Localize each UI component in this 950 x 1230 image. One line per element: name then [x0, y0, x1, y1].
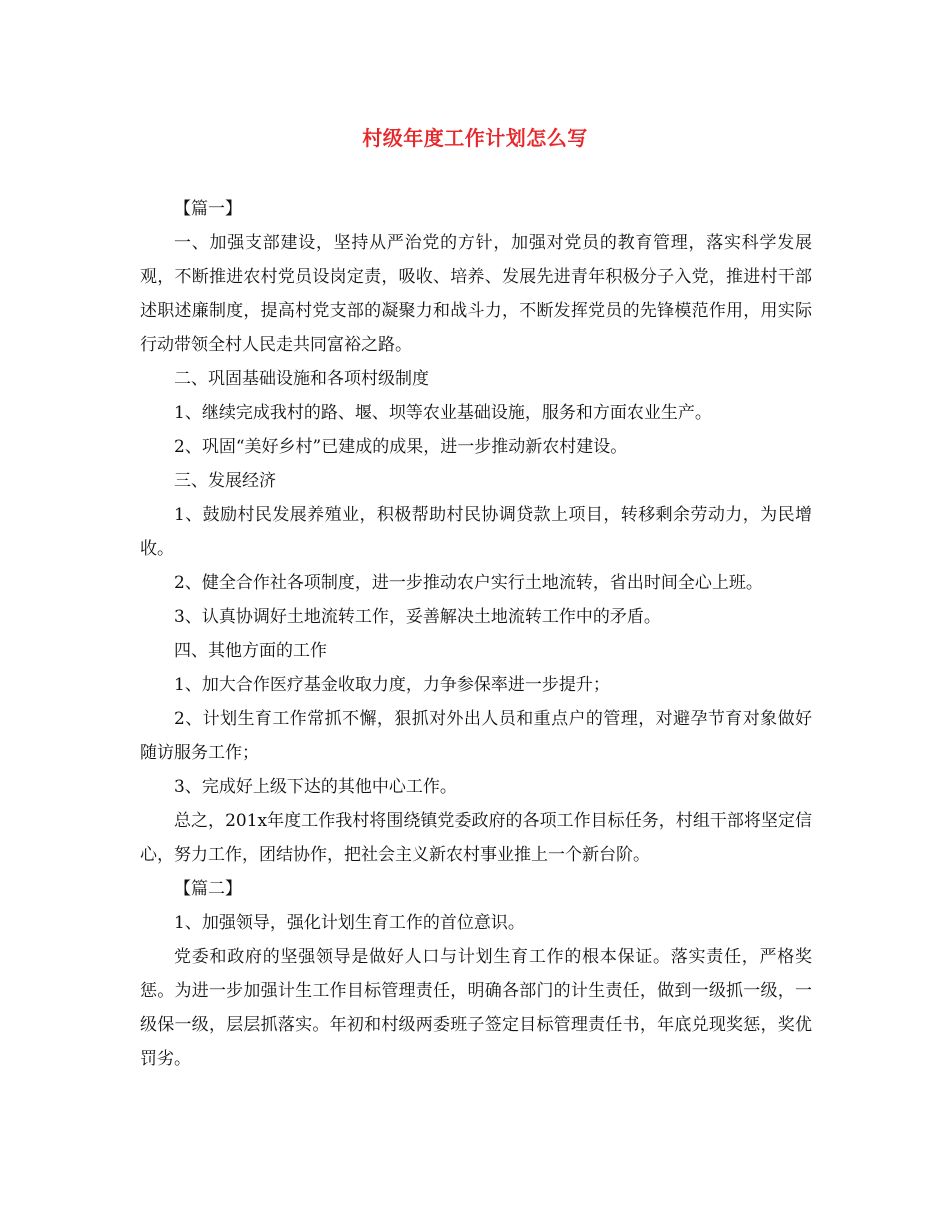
paragraph: 1、加强领导，强化计划生育工作的首位意识。: [174, 913, 525, 933]
paragraph: 三、发展经济: [174, 471, 276, 491]
document-body: [140, 192, 812, 1076]
section-heading-part-one: 【篇一】: [174, 199, 242, 219]
paragraph: 2、计划生育工作常抓不懈，狠抓对外出人员和重点户的管理，对避孕节育对象做好随访服务工作；: [140, 709, 812, 763]
paragraph: 1、加大合作医疗基金收取力度，力争参保率进一步提升；: [174, 675, 610, 695]
paragraph: 2、健全合作社各项制度，进一步推动农户实行土地流转，省出时间全心上班。: [174, 573, 763, 593]
paragraph: 1、继续完成我村的路、堰、坝等农业基础设施，服务和方面农业生产。: [174, 403, 712, 423]
paragraph: 3、完成好上级下达的其他中心工作。: [174, 777, 457, 797]
paragraph: 1、鼓励村民发展养殖业，积极帮助村民协调贷款上项目，转移剩余劳动力，为民增收。: [140, 505, 812, 559]
section-heading-part-two: 【篇二】: [174, 879, 242, 899]
paragraph: 一、加强支部建设，坚持从严治党的方针，加强对党员的教育管理，落实科学发展观，不断推进农村党员设岗定责，吸收、培养、发展先进青年积极分子入党，推进村干部述职述廉制度，提高村党支部的凝聚力和战斗力，不断发挥党员的先锋模范作用，用实际行动带领全村人民走共同富裕之路。: [140, 233, 812, 355]
paragraph: 二、巩固基础设施和各项村级制度: [174, 369, 429, 389]
paragraph: 党委和政府的坚强领导是做好人口与计划生育工作的根本保证。落实责任，严格奖惩。为进一步加强计生工作目标管理责任，明确各部门的计生责任，做到一级抓一级，一级保一级，层层抓落实。年初和村级两委班子签定目标管理责任书，年底兑现奖惩，奖优罚劣。: [140, 947, 812, 1069]
paragraph: 2、巩固“美好乡村”已建成的成果，进一步推动新农村建设。: [174, 437, 628, 457]
paragraph: 3、认真协调好土地流转工作，妥善解决土地流转工作中的矛盾。: [174, 607, 661, 627]
paragraph: 总之，201x年度工作我村将围绕镇党委政府的各项工作目标任务，村组干部将坚定信心，努力工作，团结协作，把社会主义新农村事业推上一个新台阶。: [140, 811, 812, 865]
paragraph: 四、其他方面的工作: [174, 641, 327, 661]
document-title: 村级年度工作计划怎么写: [362, 126, 588, 150]
